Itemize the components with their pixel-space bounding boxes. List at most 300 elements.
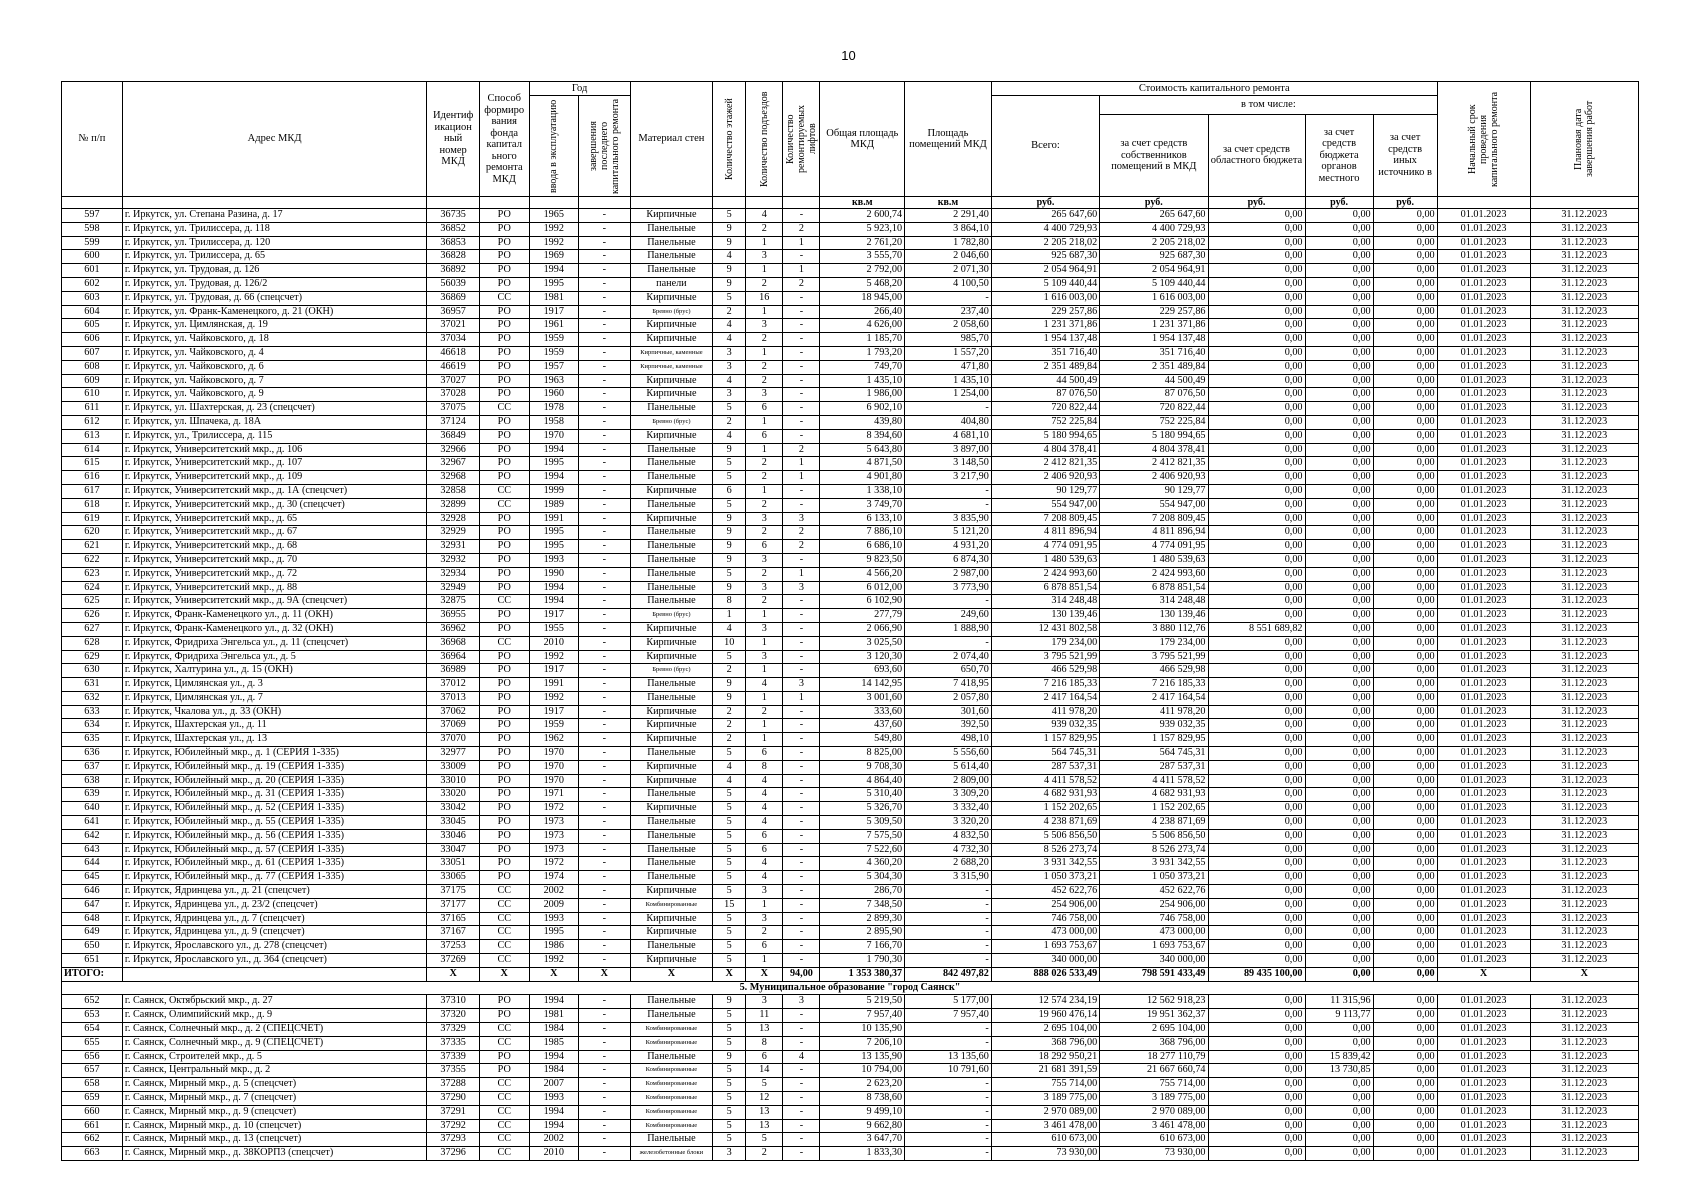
table-cell: 7 166,70: [820, 940, 905, 954]
table-cell: 31.12.2023: [1530, 346, 1639, 360]
table-row: [62, 1105, 1639, 1119]
table-cell: -: [579, 678, 631, 692]
table-cell: -: [783, 595, 820, 609]
table-cell: -: [579, 843, 631, 857]
table-row: [62, 940, 1639, 954]
table-cell: РО: [479, 540, 529, 554]
table-cell: -: [579, 264, 631, 278]
table-cell: г. Иркутск, Ярославского ул., д. 278 (спецсчет): [122, 940, 426, 954]
table-cell: 12 562 918,23: [1100, 995, 1208, 1009]
table-cell: 0,00: [1208, 1078, 1305, 1092]
table-cell: 6: [746, 540, 783, 554]
table-cell: 4 901,80: [820, 471, 905, 485]
table-cell: 3: [746, 650, 783, 664]
table-cell: -: [905, 498, 992, 512]
table-cell: -: [905, 926, 992, 940]
table-row: [62, 719, 1639, 733]
table-cell: 5 304,30: [820, 871, 905, 885]
table-cell: 1995: [529, 457, 579, 471]
table-cell: -: [905, 1133, 992, 1147]
table-cell: 5 556,60: [905, 747, 992, 761]
table-cell: железобетонные блоки: [630, 1147, 713, 1161]
table-cell: РО: [479, 415, 529, 429]
table-cell: 01.01.2023: [1437, 871, 1530, 885]
table-cell: 625: [62, 595, 123, 609]
table-cell: 01.01.2023: [1437, 843, 1530, 857]
table-cell: 5 614,40: [905, 760, 992, 774]
table-cell: 1992: [529, 691, 579, 705]
table-cell: 4 864,40: [820, 774, 905, 788]
table-cell: 01.01.2023: [1437, 526, 1530, 540]
table-cell: 36869: [427, 291, 480, 305]
table-cell: 2: [746, 360, 783, 374]
table-cell: 5: [713, 457, 746, 471]
table-cell: 01.01.2023: [1437, 719, 1530, 733]
table-cell: СС: [479, 291, 529, 305]
table-cell: г. Саянск, Строителей мкр., д. 5: [122, 1050, 426, 1064]
table-cell: 1991: [529, 512, 579, 526]
table-cell: 01.01.2023: [1437, 429, 1530, 443]
table-cell: 0,00: [1305, 857, 1373, 871]
table-cell: -: [579, 1078, 631, 1092]
table-cell: 4: [783, 1050, 820, 1064]
table-cell: 635: [62, 733, 123, 747]
table-cell: 31.12.2023: [1530, 733, 1639, 747]
table-cell: 32858: [427, 484, 480, 498]
table-cell: 0,00: [1305, 719, 1373, 733]
table-cell: 645: [62, 871, 123, 885]
table-cell: 0,00: [1305, 264, 1373, 278]
table-cell: г. Иркутск, ул. Шахтерская, д. 23 (спецсчет): [122, 402, 426, 416]
table-cell: 5 506 856,50: [1100, 829, 1208, 843]
table-cell: 37293: [427, 1133, 480, 1147]
total-cell: X: [630, 967, 713, 981]
table-cell: 646: [62, 885, 123, 899]
table-cell: 2010: [529, 1147, 579, 1161]
table-cell: 5: [713, 857, 746, 871]
table-cell: 31.12.2023: [1530, 429, 1639, 443]
table-cell: 630: [62, 664, 123, 678]
col-premises-area: Площадь помещений МКД: [905, 82, 992, 197]
table-cell: -: [783, 415, 820, 429]
table-cell: 411 978,20: [1100, 705, 1208, 719]
table-cell: 0,00: [1373, 457, 1437, 471]
table-cell: 0,00: [1208, 885, 1305, 899]
table-cell: 01.01.2023: [1437, 236, 1530, 250]
total-cell: 94,00: [783, 967, 820, 981]
table-cell: 9: [713, 526, 746, 540]
table-cell: 37124: [427, 415, 480, 429]
table-cell: 4: [713, 250, 746, 264]
table-cell: Панельные: [630, 581, 713, 595]
table-cell: 1986: [529, 940, 579, 954]
table-cell: 452 622,76: [991, 885, 1099, 899]
table-cell: 13 730,85: [1305, 1064, 1373, 1078]
table-cell: 0,00: [1208, 319, 1305, 333]
table-cell: 640: [62, 802, 123, 816]
table-cell: 0,00: [1373, 277, 1437, 291]
table-cell: 301,60: [905, 705, 992, 719]
table-cell: 01.01.2023: [1437, 595, 1530, 609]
table-cell: 5 309,50: [820, 816, 905, 830]
col-material: Материал стен: [630, 82, 713, 197]
col-method: Способ формиро вания фонда капитал ьного ремонта МКД: [479, 82, 529, 197]
table-cell: 0,00: [1305, 553, 1373, 567]
table-cell: г. Иркутск, ул. Степана Разина, д. 17: [122, 209, 426, 223]
table-cell: РО: [479, 443, 529, 457]
table-cell: -: [579, 209, 631, 223]
table-cell: 5: [713, 788, 746, 802]
table-row: [62, 540, 1639, 554]
table-cell: 5: [713, 954, 746, 968]
table-cell: 9: [713, 691, 746, 705]
table-cell: -: [905, 885, 992, 899]
table-cell: 265 647,60: [1100, 209, 1208, 223]
table-cell: 616: [62, 471, 123, 485]
table-row: [62, 857, 1639, 871]
table-cell: 1999: [529, 484, 579, 498]
table-cell: 2 623,20: [820, 1078, 905, 1092]
table-cell: -: [905, 595, 992, 609]
table-cell: 87 076,50: [991, 388, 1099, 402]
table-cell: 1989: [529, 498, 579, 512]
table-cell: 1984: [529, 1023, 579, 1037]
table-cell: 36962: [427, 622, 480, 636]
table-row: [62, 319, 1639, 333]
table-cell: 11: [746, 1009, 783, 1023]
table-cell: 2 291,40: [905, 209, 992, 223]
table-cell: 0,00: [1305, 319, 1373, 333]
table-cell: 1 231 371,86: [1100, 319, 1208, 333]
table-cell: РО: [479, 774, 529, 788]
table-cell: 2 424 993,60: [1100, 567, 1208, 581]
table-cell: 2: [713, 705, 746, 719]
table-cell: г. Иркутск, ул. Трилиссера, д. 120: [122, 236, 426, 250]
table-cell: 7 522,60: [820, 843, 905, 857]
table-cell: 0,00: [1373, 650, 1437, 664]
table-cell: 37021: [427, 319, 480, 333]
table-cell: 5: [713, 1105, 746, 1119]
table-cell: 8 825,00: [820, 747, 905, 761]
table-cell: 4 360,20: [820, 857, 905, 871]
table-cell: -: [905, 940, 992, 954]
table-cell: 0,00: [1208, 788, 1305, 802]
unit-local: руб.: [1305, 197, 1373, 209]
table-cell: 6: [746, 402, 783, 416]
table-cell: 1 954 137,48: [991, 333, 1099, 347]
table-cell: 0,00: [1373, 443, 1437, 457]
table-cell: 31.12.2023: [1530, 829, 1639, 843]
table-cell: 3: [783, 512, 820, 526]
table-row: [62, 912, 1639, 926]
table-cell: 11 315,96: [1305, 995, 1373, 1009]
table-cell: -: [783, 1023, 820, 1037]
table-cell: 5: [713, 209, 746, 223]
page-number: 10: [841, 48, 856, 63]
table-cell: 5 468,20: [820, 277, 905, 291]
table-cell: 0,00: [1208, 333, 1305, 347]
table-cell: 615: [62, 457, 123, 471]
table-cell: 2: [746, 1147, 783, 1161]
table-cell: РО: [479, 319, 529, 333]
table-cell: 629: [62, 650, 123, 664]
table-cell: 31.12.2023: [1530, 885, 1639, 899]
table-row: [62, 581, 1639, 595]
table-cell: 4: [713, 319, 746, 333]
table-cell: 4 832,50: [905, 829, 992, 843]
table-cell: -: [579, 374, 631, 388]
table-cell: -: [783, 374, 820, 388]
table-cell: г. Саянск, Мирный мкр., д. 38КОРП3 (спецсчет): [122, 1147, 426, 1161]
table-cell: 46618: [427, 346, 480, 360]
table-cell: Кирпичные: [630, 926, 713, 940]
table-cell: г. Иркутск, ул. Франк-Каменецкого, д. 21 (ОКН): [122, 305, 426, 319]
table-cell: 4 626,00: [820, 319, 905, 333]
table-cell: 1990: [529, 567, 579, 581]
table-cell: -: [579, 291, 631, 305]
table-cell: 603: [62, 291, 123, 305]
table-cell: 2 695 104,00: [991, 1023, 1099, 1037]
table-cell: 15: [713, 898, 746, 912]
table-cell: 4 681,10: [905, 429, 992, 443]
table-cell: Панельные: [630, 526, 713, 540]
table-cell: 01.01.2023: [1437, 250, 1530, 264]
table-cell: Панельные: [630, 940, 713, 954]
table-cell: 4: [746, 857, 783, 871]
total-cell: X: [579, 967, 631, 981]
total-cell: X: [713, 967, 746, 981]
table-cell: -: [905, 402, 992, 416]
table-cell: 1: [746, 346, 783, 360]
table-cell: 31.12.2023: [1530, 609, 1639, 623]
table-row: [62, 457, 1639, 471]
table-cell: 0,00: [1208, 443, 1305, 457]
table-cell: 1: [746, 954, 783, 968]
table-cell: 0,00: [1305, 954, 1373, 968]
table-cell: 0,00: [1373, 733, 1437, 747]
table-cell: РО: [479, 622, 529, 636]
table-cell: 1974: [529, 871, 579, 885]
table-cell: Панельные: [630, 498, 713, 512]
table-cell: -: [579, 471, 631, 485]
table-cell: 5: [713, 802, 746, 816]
table-cell: 31.12.2023: [1530, 1036, 1639, 1050]
table-cell: 0,00: [1305, 1105, 1373, 1119]
table-cell: 37310: [427, 995, 480, 1009]
table-cell: РО: [479, 733, 529, 747]
table-total: [62, 967, 1639, 995]
table-cell: 37339: [427, 1050, 480, 1064]
table-cell: 01.01.2023: [1437, 457, 1530, 471]
table-cell: 2: [713, 664, 746, 678]
table-cell: 37290: [427, 1092, 480, 1106]
table-cell: -: [905, 954, 992, 968]
table-row: [62, 636, 1639, 650]
table-cell: 1: [746, 264, 783, 278]
table-cell: 4: [713, 333, 746, 347]
table-cell: Кирпичные: [630, 760, 713, 774]
table-cell: 631: [62, 678, 123, 692]
table-cell: 654: [62, 1023, 123, 1037]
table-cell: 6: [746, 843, 783, 857]
table-cell: 0,00: [1373, 691, 1437, 705]
table-cell: 392,50: [905, 719, 992, 733]
table-cell: 8 526 273,74: [1100, 843, 1208, 857]
table-cell: 2: [783, 443, 820, 457]
col-year-last-repair: завершения последнего капитального ремонта: [579, 96, 631, 197]
table-cell: 31.12.2023: [1530, 360, 1639, 374]
table-cell: 0,00: [1373, 512, 1437, 526]
table-cell: 644: [62, 857, 123, 871]
table-cell: 01.01.2023: [1437, 346, 1530, 360]
table-cell: 613: [62, 429, 123, 443]
table-cell: 37165: [427, 912, 480, 926]
table-cell: 31.12.2023: [1530, 802, 1639, 816]
table-row: [62, 222, 1639, 236]
table-cell: -: [783, 346, 820, 360]
table-cell: -: [579, 319, 631, 333]
table-cell: 0,00: [1305, 760, 1373, 774]
table-cell: Панельные: [630, 871, 713, 885]
table-cell: 2002: [529, 885, 579, 899]
table-cell: 1985: [529, 1036, 579, 1050]
table-cell: 2: [746, 705, 783, 719]
table-cell: 32899: [427, 498, 480, 512]
table-cell: -: [579, 222, 631, 236]
table-cell: 37177: [427, 898, 480, 912]
table-cell: 0,00: [1208, 1092, 1305, 1106]
table-cell: 7 206,10: [820, 1036, 905, 1050]
table-cell: 2 205 218,02: [991, 236, 1099, 250]
table-cell: 01.01.2023: [1437, 443, 1530, 457]
table-cell: 31.12.2023: [1530, 291, 1639, 305]
table-cell: 2 895,90: [820, 926, 905, 940]
table-cell: 249,60: [905, 609, 992, 623]
col-year: Год: [529, 82, 630, 96]
table-cell: 10: [713, 636, 746, 650]
table-cell: г. Иркутск, Шахтерская ул., д. 13: [122, 733, 426, 747]
table-cell: г. Иркутск, Цимлянская ул., д. 3: [122, 678, 426, 692]
table-row: [62, 1050, 1639, 1064]
table-cell: Панельные: [630, 747, 713, 761]
table-cell: 5: [713, 747, 746, 761]
table-cell: Кирпичные: [630, 733, 713, 747]
table-cell: 4: [713, 774, 746, 788]
col-start: Начальный срок проведения капитального ремонта: [1437, 82, 1530, 197]
total-cell: X: [427, 967, 480, 981]
table-cell: 6: [746, 829, 783, 843]
table-cell: -: [783, 333, 820, 347]
table-cell: 1994: [529, 264, 579, 278]
table-cell: 4: [746, 209, 783, 223]
table-cell: 746 758,00: [1100, 912, 1208, 926]
table-cell: 0,00: [1373, 595, 1437, 609]
table-cell: -: [579, 429, 631, 443]
table-cell: -: [579, 1036, 631, 1050]
table-cell: 1981: [529, 291, 579, 305]
table-cell: 1957: [529, 360, 579, 374]
table-cell: Кирпичные: [630, 774, 713, 788]
table-cell: -: [783, 843, 820, 857]
table-cell: 0,00: [1208, 760, 1305, 774]
table-row: [62, 1119, 1639, 1133]
table-cell: 650: [62, 940, 123, 954]
table-cell: Панельные: [630, 678, 713, 692]
table-cell: 0,00: [1208, 802, 1305, 816]
table-row: [62, 277, 1639, 291]
table-cell: 7 348,50: [820, 898, 905, 912]
table-cell: 32932: [427, 553, 480, 567]
table-cell: -: [783, 871, 820, 885]
table-cell: -: [783, 1147, 820, 1161]
table-cell: -: [783, 1105, 820, 1119]
table-cell: 626: [62, 609, 123, 623]
table-cell: -: [579, 443, 631, 457]
table-cell: СС: [479, 885, 529, 899]
table-cell: 31.12.2023: [1530, 857, 1639, 871]
table-cell: РО: [479, 788, 529, 802]
table-cell: Панельные: [630, 788, 713, 802]
table-cell: 16: [746, 291, 783, 305]
table-cell: г. Иркутск, ул. Чайковского, д. 18: [122, 333, 426, 347]
table-cell: 5: [746, 1133, 783, 1147]
table-cell: 4: [746, 816, 783, 830]
table-cell: 01.01.2023: [1437, 567, 1530, 581]
table-cell: 0,00: [1208, 636, 1305, 650]
table-cell: г. Иркутск, Шахтерская ул., д. 11: [122, 719, 426, 733]
table-cell: СС: [479, 1092, 529, 1106]
table-cell: 01.01.2023: [1437, 415, 1530, 429]
table-cell: 5 109 440,44: [991, 277, 1099, 291]
table-cell: -: [905, 1036, 992, 1050]
table-cell: 0,00: [1208, 415, 1305, 429]
table-cell: 2: [783, 222, 820, 236]
table-cell: 2: [746, 926, 783, 940]
table-cell: 624: [62, 581, 123, 595]
table-cell: 2 071,30: [905, 264, 992, 278]
table-cell: 0,00: [1208, 954, 1305, 968]
table-cell: 5 506 856,50: [991, 829, 1099, 843]
table-cell: 564 745,31: [1100, 747, 1208, 761]
table-cell: 01.01.2023: [1437, 1078, 1530, 1092]
table-cell: 5 177,00: [905, 995, 992, 1009]
table-cell: 01.01.2023: [1437, 1023, 1530, 1037]
table-cell: РО: [479, 277, 529, 291]
table-cell: 0,00: [1373, 374, 1437, 388]
table-cell: 597: [62, 209, 123, 223]
table-cell: 2: [746, 498, 783, 512]
table-cell: 3 931 342,55: [1100, 857, 1208, 871]
table-cell: 1: [713, 609, 746, 623]
table-cell: 6: [713, 484, 746, 498]
table-cell: 0,00: [1208, 567, 1305, 581]
table-cell: 1 790,30: [820, 954, 905, 968]
table-cell: г. Иркутск, Университетский мкр., д. 70: [122, 553, 426, 567]
table-cell: 73 930,00: [991, 1147, 1099, 1161]
table-cell: 37070: [427, 733, 480, 747]
table-cell: 7 957,40: [820, 1009, 905, 1023]
table-cell: 0,00: [1373, 553, 1437, 567]
table-cell: Комбинированные: [630, 1036, 713, 1050]
table-cell: 1970: [529, 429, 579, 443]
table-cell: 8 551 689,82: [1208, 622, 1305, 636]
table-cell: 2: [746, 526, 783, 540]
table-cell: Кирпичные: [630, 719, 713, 733]
table-cell: 6 902,10: [820, 402, 905, 416]
table-cell: 9: [713, 222, 746, 236]
col-cost: Стоимость капитального ремонта: [991, 82, 1437, 96]
table-row: [62, 305, 1639, 319]
